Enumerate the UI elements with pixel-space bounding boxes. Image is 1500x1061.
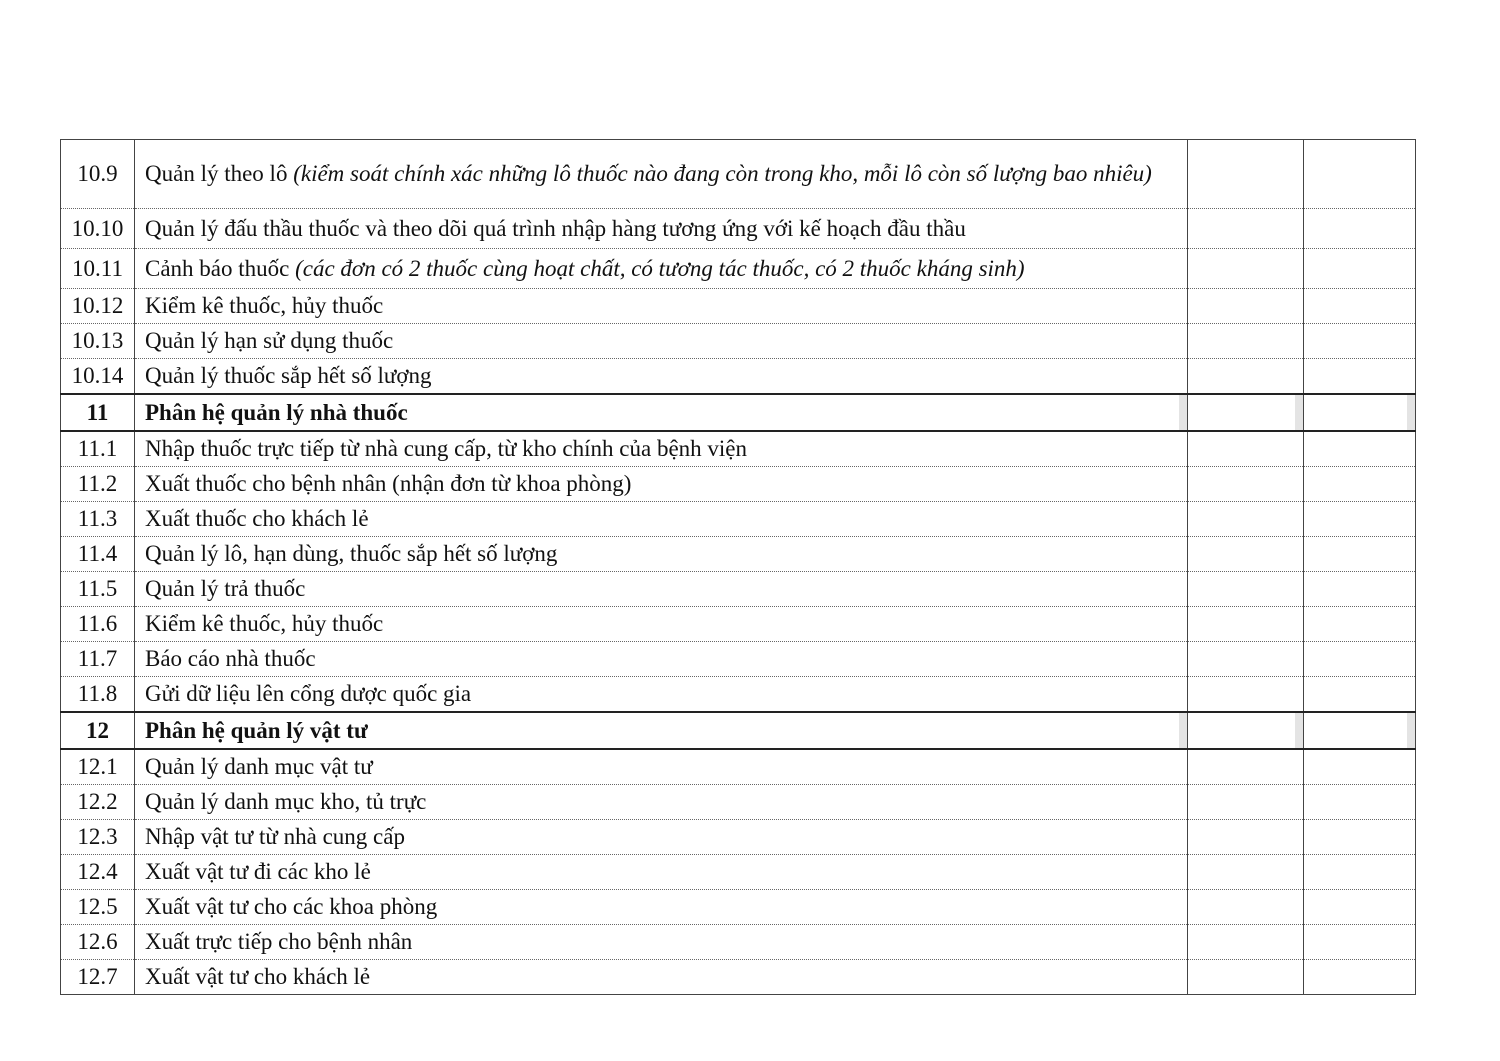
section-header-row [61, 712, 1416, 749]
table-row [61, 572, 1416, 607]
section-title: Phân hệ quản lý vật tư [135, 712, 1188, 749]
row-number: 10.10 [61, 209, 135, 249]
row-number: 12.4 [61, 855, 135, 890]
empty-cell [1304, 642, 1416, 677]
table-row [61, 749, 1416, 785]
empty-cell [1304, 324, 1416, 359]
section-title: Phân hệ quản lý nhà thuốc [135, 394, 1188, 431]
row-description: Kiểm kê thuốc, hủy thuốc [135, 289, 1188, 324]
row-note: (kiểm soát chính xác những lô thuốc nào đang còn trong kho, mỗi lô còn số lượng bao nhiêu) [293, 161, 1152, 186]
empty-cell [1188, 502, 1304, 537]
row-description: Quản lý danh mục kho, tủ trực [135, 785, 1188, 820]
row-description: Quản lý lô, hạn dùng, thuốc sắp hết số lượng [135, 537, 1188, 572]
row-number: 12.3 [61, 820, 135, 855]
table-row [61, 785, 1416, 820]
table-row [61, 925, 1416, 960]
row-number: 10.13 [61, 324, 135, 359]
table-row [61, 249, 1416, 289]
empty-cell [1304, 677, 1416, 713]
empty-cell [1188, 537, 1304, 572]
table-row [61, 642, 1416, 677]
row-description [135, 249, 1188, 289]
row-number: 11.3 [61, 502, 135, 537]
row-description: Xuất trực tiếp cho bệnh nhân [135, 925, 1188, 960]
table-row [61, 502, 1416, 537]
empty-cell [1188, 785, 1304, 820]
empty-cell [1188, 712, 1304, 749]
row-number: 10.9 [61, 140, 135, 209]
table-row [61, 431, 1416, 467]
section-header-row [61, 394, 1416, 431]
table-row [61, 960, 1416, 995]
row-description: Gửi dữ liệu lên cổng dược quốc gia [135, 677, 1188, 713]
row-number: 12.1 [61, 749, 135, 785]
empty-cell [1304, 712, 1416, 749]
row-description [135, 140, 1188, 209]
row-number: 10.12 [61, 289, 135, 324]
table-row [61, 855, 1416, 890]
empty-cell [1188, 289, 1304, 324]
row-note: (các đơn có 2 thuốc cùng hoạt chất, có tương tác thuốc, có 2 thuốc kháng sinh) [295, 255, 1025, 281]
table-row [61, 140, 1416, 209]
empty-cell [1304, 431, 1416, 467]
empty-cell [1304, 607, 1416, 642]
empty-cell [1304, 925, 1416, 960]
empty-cell [1304, 572, 1416, 607]
row-number: 11.8 [61, 677, 135, 713]
empty-cell [1188, 209, 1304, 249]
row-number: 11.7 [61, 642, 135, 677]
empty-cell [1188, 855, 1304, 890]
empty-cell [1304, 359, 1416, 395]
table-row [61, 890, 1416, 925]
empty-cell [1188, 394, 1304, 431]
empty-cell [1304, 209, 1416, 249]
empty-cell [1188, 749, 1304, 785]
empty-cell [1188, 324, 1304, 359]
table-row [61, 359, 1416, 395]
row-number: 12.6 [61, 925, 135, 960]
row-description: Quản lý hạn sử dụng thuốc [135, 324, 1188, 359]
section-number: 11 [61, 394, 135, 431]
table-row [61, 537, 1416, 572]
empty-cell [1188, 960, 1304, 995]
empty-cell [1188, 890, 1304, 925]
section-number: 12 [61, 712, 135, 749]
row-description: Kiểm kê thuốc, hủy thuốc [135, 607, 1188, 642]
empty-cell [1188, 925, 1304, 960]
empty-cell [1188, 677, 1304, 713]
row-number: 11.4 [61, 537, 135, 572]
row-number: 10.11 [61, 249, 135, 289]
empty-cell [1304, 502, 1416, 537]
empty-cell [1304, 537, 1416, 572]
empty-cell [1188, 642, 1304, 677]
row-description: Nhập vật tư từ nhà cung cấp [135, 820, 1188, 855]
row-description: Quản lý thuốc sắp hết số lượng [135, 359, 1188, 395]
row-number: 12.7 [61, 960, 135, 995]
row-number: 10.14 [61, 359, 135, 395]
row-number: 11.5 [61, 572, 135, 607]
empty-cell [1304, 467, 1416, 502]
row-description: Quản lý danh mục vật tư [135, 749, 1188, 785]
row-text: Cảnh báo thuốc [145, 255, 296, 281]
row-number: 11.1 [61, 431, 135, 467]
row-number: 12.5 [61, 890, 135, 925]
row-number: 11.2 [61, 467, 135, 502]
table-row [61, 324, 1416, 359]
table-row [61, 607, 1416, 642]
row-description: Báo cáo nhà thuốc [135, 642, 1188, 677]
row-description: Xuất vật tư đi các kho lẻ [135, 855, 1188, 890]
empty-cell [1188, 467, 1304, 502]
row-text: Quản lý theo lô [145, 161, 294, 186]
row-number: 11.6 [61, 607, 135, 642]
row-number: 12.2 [61, 785, 135, 820]
table-row [61, 209, 1416, 249]
empty-cell [1304, 890, 1416, 925]
row-description: Nhập thuốc trực tiếp từ nhà cung cấp, từ kho chính của bệnh viện [135, 431, 1188, 467]
empty-cell [1304, 289, 1416, 324]
row-description: Quản lý đấu thầu thuốc và theo dõi quá trình nhập hàng tương ứng với kế hoạch đầu thầu [135, 209, 1188, 249]
empty-cell [1188, 140, 1304, 209]
empty-cell [1188, 607, 1304, 642]
row-description: Quản lý trả thuốc [135, 572, 1188, 607]
row-description: Xuất thuốc cho khách lẻ [135, 502, 1188, 537]
empty-cell [1304, 855, 1416, 890]
table-row [61, 820, 1416, 855]
row-description: Xuất vật tư cho khách lẻ [135, 960, 1188, 995]
row-description: Xuất thuốc cho bệnh nhân (nhận đơn từ khoa phòng) [135, 467, 1188, 502]
empty-cell [1304, 960, 1416, 995]
empty-cell [1304, 820, 1416, 855]
empty-cell [1304, 249, 1416, 289]
empty-cell [1304, 394, 1416, 431]
empty-cell [1188, 249, 1304, 289]
empty-cell [1304, 749, 1416, 785]
empty-cell [1188, 572, 1304, 607]
empty-cell [1304, 140, 1416, 209]
row-description: Xuất vật tư cho các khoa phòng [135, 890, 1188, 925]
table-row [61, 467, 1416, 502]
empty-cell [1304, 785, 1416, 820]
empty-cell [1188, 820, 1304, 855]
empty-cell [1188, 359, 1304, 395]
empty-cell [1188, 431, 1304, 467]
table-row [61, 289, 1416, 324]
requirements-table [60, 139, 1416, 995]
table-row [61, 677, 1416, 713]
